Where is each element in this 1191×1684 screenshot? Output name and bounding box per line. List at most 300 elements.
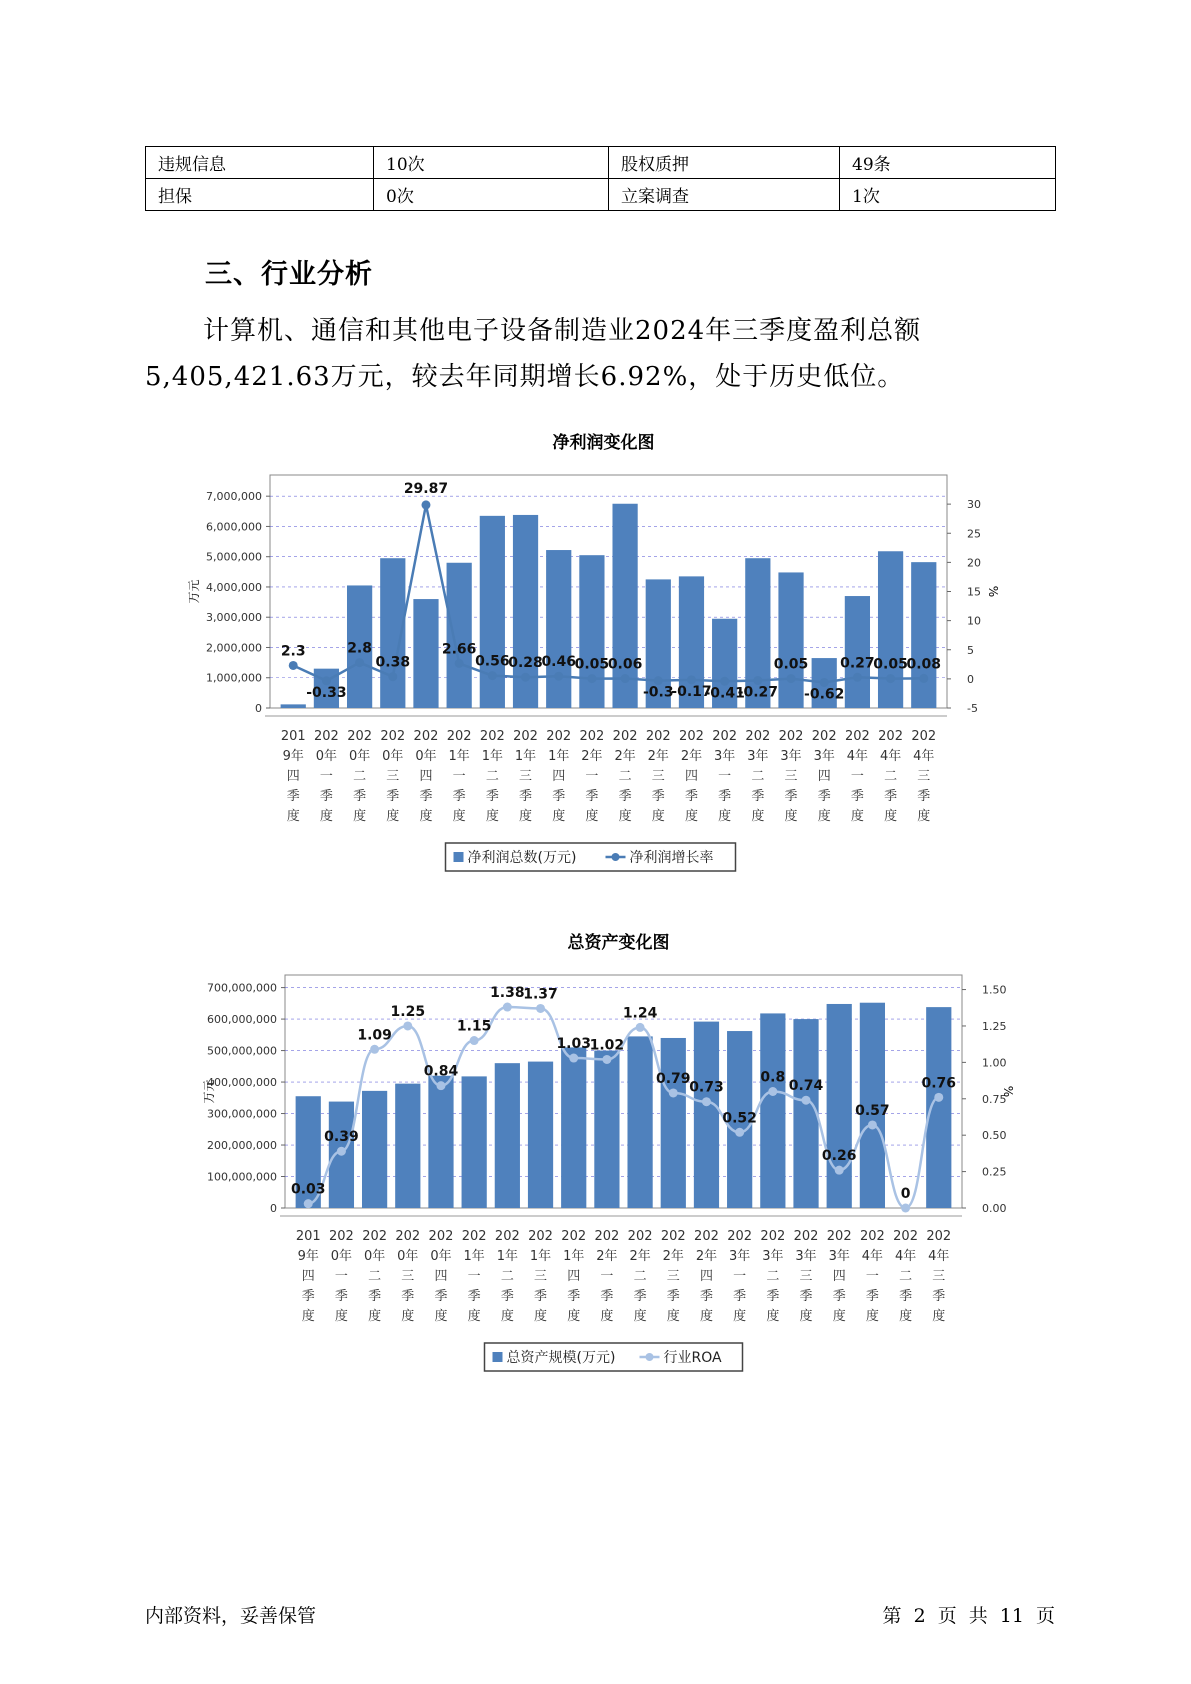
x-tick-label: 202: [612, 729, 638, 744]
x-tick-label: 度: [585, 809, 599, 824]
y-tick-label: 500,000,000: [207, 1044, 277, 1058]
bar: [760, 1013, 785, 1208]
x-tick-label: 202: [926, 1229, 952, 1244]
bar: [627, 1036, 652, 1208]
x-tick-label: 季: [401, 1289, 415, 1304]
data-label: 0.06: [607, 656, 643, 673]
line-point: [421, 500, 430, 509]
x-tick-label: 0年: [430, 1249, 452, 1264]
x-tick-label: 9年: [297, 1249, 319, 1264]
y2-tick-label: -5: [967, 702, 978, 715]
x-tick-label: 度: [353, 809, 367, 824]
x-tick-label: 4年: [861, 1249, 884, 1264]
x-tick-label: 度: [865, 1309, 879, 1324]
x-tick-label: 3年: [813, 749, 835, 764]
x-tick-label: 一: [733, 1269, 747, 1284]
legend-bar-swatch: [454, 852, 464, 862]
x-tick-label: 3年: [729, 1249, 751, 1264]
x-tick-label: 度: [766, 1309, 780, 1324]
x-tick-label: 1年: [529, 1249, 552, 1264]
x-tick-label: 202: [362, 1229, 388, 1244]
x-tick-label: 季: [600, 1289, 614, 1304]
x-tick-label: 季: [301, 1289, 315, 1304]
x-tick-label: 0年: [363, 1249, 386, 1264]
x-tick-label: 一: [467, 1269, 481, 1284]
y-tick-label: 2,000,000: [206, 641, 262, 655]
x-tick-label: 三: [666, 1269, 680, 1284]
table-row: [146, 179, 1056, 211]
data-label: 0.73: [689, 1079, 724, 1096]
x-tick-label: 四: [567, 1269, 581, 1284]
x-tick-label: 202: [513, 729, 538, 744]
line-point: [337, 1147, 346, 1156]
x-tick-label: 202: [314, 729, 339, 744]
x-tick-label: 一: [319, 769, 333, 784]
table-cell: 0次: [374, 179, 609, 211]
x-tick-label: 季: [519, 789, 533, 804]
total-assets-chart: [0, 920, 1191, 1380]
data-label: 1.24: [622, 1005, 658, 1022]
x-tick-label: 度: [651, 809, 665, 824]
x-tick-label: 201: [295, 1229, 321, 1244]
x-tick-label: 季: [718, 789, 732, 804]
bar: [694, 1022, 719, 1208]
x-tick-label: 202: [878, 729, 903, 744]
x-tick-label: 1年: [548, 749, 570, 764]
x-tick-label: 度: [733, 1309, 747, 1324]
x-tick-label: 二: [899, 1269, 913, 1284]
paragraph-line: 计算机、通信和其他电子设备制造业2024年三季度盈利总额: [203, 316, 922, 346]
table-cell: 10次: [374, 147, 609, 179]
x-tick-label: 3年: [762, 1249, 784, 1264]
line-point: [521, 673, 530, 682]
x-tick-label: 3年: [780, 749, 802, 764]
x-tick-label: 度: [286, 809, 300, 824]
x-tick-label: 度: [784, 809, 798, 824]
x-tick-label: 季: [666, 1289, 680, 1304]
x-tick-label: 季: [368, 1289, 382, 1304]
line-point: [587, 674, 596, 683]
x-tick-label: 202: [627, 1229, 653, 1244]
bar: [561, 1047, 586, 1208]
line-point: [569, 1054, 578, 1063]
x-tick-label: 二: [485, 769, 499, 784]
data-label: 1.02: [589, 1037, 625, 1054]
data-label: 0.74: [788, 1078, 824, 1095]
y-tick-label: 6,000,000: [206, 520, 262, 534]
line-point: [388, 672, 397, 681]
y-axis-title: 万元: [202, 1079, 216, 1104]
x-tick-label: 202: [329, 1229, 354, 1244]
x-tick-label: 季: [334, 1289, 348, 1304]
data-label: 1.15: [456, 1018, 492, 1035]
data-label: -0.41: [704, 685, 745, 702]
x-tick-label: 四: [817, 769, 831, 784]
data-label: 0.05: [574, 656, 610, 673]
y2-tick-label: 15: [967, 585, 981, 599]
x-tick-label: 季: [899, 1289, 913, 1304]
x-tick-label: 202: [811, 729, 837, 744]
y2-tick-label: 30: [967, 498, 981, 512]
x-tick-label: 202: [446, 729, 472, 744]
x-tick-label: 度: [817, 809, 831, 824]
footer-note: 内部资料，妥善保管: [145, 1605, 317, 1627]
x-tick-label: 一: [334, 1269, 348, 1284]
data-label: 0.05: [773, 656, 809, 673]
data-label: 1.09: [357, 1027, 392, 1044]
line-point: [934, 1093, 943, 1102]
y-tick-label: 400,000,000: [207, 1076, 277, 1090]
data-label: 0.38: [375, 654, 411, 671]
y2-tick-label: 0.50: [982, 1129, 1007, 1143]
x-tick-label: 度: [684, 809, 698, 824]
bar: [778, 572, 803, 708]
y2-tick-label: 5: [967, 643, 974, 657]
x-tick-label: 季: [651, 789, 665, 804]
x-tick-label: 1年: [448, 749, 470, 764]
x-tick-label: 三: [519, 769, 533, 784]
line-point: [802, 1096, 811, 1105]
data-label: 1.03: [556, 1036, 591, 1053]
x-tick-label: 三: [799, 1269, 813, 1284]
x-tick-label: 季: [434, 1289, 448, 1304]
x-tick-label: 三: [534, 1269, 548, 1284]
x-tick-label: 202: [679, 729, 704, 744]
data-label: 0.05: [873, 656, 908, 673]
y-tick-label: 600,000,000: [207, 1013, 277, 1027]
data-label: 0.56: [475, 653, 510, 670]
x-tick-label: 3年: [714, 749, 736, 764]
y2-tick-label: 1.00: [982, 1056, 1007, 1070]
x-tick-label: 度: [917, 809, 931, 824]
x-tick-label: 202: [844, 729, 870, 744]
data-label: 0.28: [508, 655, 543, 672]
data-label: 2.66: [441, 641, 477, 658]
x-tick-label: 202: [645, 729, 671, 744]
line-point: [536, 1004, 545, 1013]
y-axis-title: 万元: [187, 579, 201, 604]
paragraph-line: 5,405,421.63万元，较去年同期增长6.92%，处于历史低位。: [145, 362, 905, 392]
x-tick-label: 一: [850, 769, 864, 784]
bar: [281, 704, 306, 708]
line-point: [304, 1199, 313, 1208]
x-tick-label: 度: [519, 809, 533, 824]
x-tick-label: 季: [699, 1289, 713, 1304]
y-tick-label: 5,000,000: [206, 550, 262, 564]
x-tick-label: 3年: [828, 1249, 850, 1264]
x-tick-label: 四: [699, 1269, 713, 1284]
x-tick-label: 4年: [879, 749, 902, 764]
x-tick-label: 202: [760, 1229, 786, 1244]
legend-label: 净利润总数(万元): [467, 850, 577, 866]
x-tick-label: 202: [893, 1229, 918, 1244]
x-tick-label: 2年: [596, 1249, 618, 1264]
x-tick-label: 季: [633, 1289, 647, 1304]
x-tick-label: 二: [766, 1269, 780, 1284]
table-cell: 49条: [840, 147, 1056, 179]
bar: [428, 1076, 453, 1208]
x-tick-label: 2年: [614, 749, 636, 764]
bar: [362, 1091, 387, 1208]
x-tick-label: 季: [567, 1289, 581, 1304]
x-tick-label: 度: [419, 809, 433, 824]
x-tick-label: 3年: [795, 1249, 817, 1264]
x-tick-label: 202: [826, 1229, 852, 1244]
x-tick-label: 4年: [894, 1249, 917, 1264]
x-tick-label: 一: [718, 769, 732, 784]
x-tick-label: 0年: [330, 1249, 353, 1264]
x-tick-label: 202: [461, 1229, 487, 1244]
data-label: -0.3: [642, 684, 674, 701]
bar: [845, 596, 870, 708]
data-label: 0.76: [921, 1075, 957, 1092]
x-tick-label: 季: [865, 1289, 879, 1304]
x-tick-label: 三: [932, 1269, 946, 1284]
x-tick-label: 季: [817, 789, 831, 804]
line-point: [503, 1003, 512, 1012]
x-tick-label: 202: [778, 729, 804, 744]
x-tick-label: 二: [633, 1269, 647, 1284]
x-tick-label: 季: [618, 789, 632, 804]
data-label: 0: [900, 1186, 911, 1202]
x-tick-label: 二: [618, 769, 632, 784]
line-point: [768, 1087, 777, 1096]
x-tick-label: 4年: [846, 749, 869, 764]
x-tick-label: 3年: [747, 749, 769, 764]
bar: [594, 1051, 619, 1208]
x-tick-label: 季: [485, 789, 499, 804]
x-tick-label: 2年: [581, 749, 603, 764]
data-label: 0.84: [423, 1063, 459, 1080]
bar: [793, 1019, 818, 1208]
x-tick-label: 202: [546, 729, 572, 744]
data-label: 0.79: [656, 1070, 691, 1087]
x-tick-label: 2年: [629, 1249, 651, 1264]
x-tick-label: 度: [751, 809, 765, 824]
table-row: [146, 147, 1056, 179]
x-tick-label: 三: [386, 769, 400, 784]
bar: [413, 599, 438, 708]
line-point: [636, 1023, 645, 1032]
data-label: 0.57: [855, 1102, 890, 1119]
x-tick-label: 度: [434, 1309, 448, 1324]
x-tick-label: 202: [694, 1229, 719, 1244]
x-tick-label: 四: [419, 769, 433, 784]
x-tick-label: 度: [452, 809, 466, 824]
x-tick-label: 季: [552, 789, 566, 804]
section-title: 三、行业分析: [205, 259, 373, 290]
legend-line-marker: [612, 853, 620, 861]
x-tick-label: 度: [718, 809, 732, 824]
x-tick-label: 度: [884, 809, 898, 824]
chart-title: 净利润变化图: [552, 433, 655, 453]
info-table: [145, 146, 1056, 211]
x-tick-label: 度: [633, 1309, 647, 1324]
x-tick-label: 度: [552, 809, 566, 824]
y-tick-label: 700,000,000: [207, 981, 277, 995]
x-tick-label: 度: [368, 1309, 382, 1324]
y2-axis-title: %: [1001, 1085, 1015, 1098]
x-tick-label: 二: [368, 1269, 382, 1284]
data-label: 0.52: [722, 1110, 757, 1127]
table-cell: 违规信息: [146, 147, 374, 179]
x-tick-label: 度: [932, 1309, 946, 1324]
x-tick-label: 二: [353, 769, 367, 784]
x-tick-label: 季: [585, 789, 599, 804]
bar: [462, 1076, 487, 1208]
legend-label: 行业ROA: [663, 1350, 722, 1366]
x-tick-label: 一: [585, 769, 599, 784]
x-tick-label: 0年: [382, 749, 404, 764]
line-point: [355, 658, 364, 667]
x-tick-label: 度: [666, 1309, 680, 1324]
page-number: 第 2 页 共 11 页: [882, 1605, 1055, 1627]
x-tick-label: 一: [600, 1269, 614, 1284]
data-label: -0.27: [737, 684, 779, 701]
line-point: [835, 1166, 844, 1175]
line-point: [702, 1097, 711, 1106]
x-tick-label: 9年: [282, 749, 304, 764]
x-tick-label: 季: [534, 1289, 548, 1304]
x-tick-label: 四: [301, 1269, 315, 1284]
x-tick-label: 度: [334, 1309, 348, 1324]
line-point: [919, 674, 928, 683]
legend-label: 净利润增长率: [629, 850, 714, 866]
y2-tick-label: 10: [967, 614, 981, 628]
x-tick-label: 202: [712, 729, 738, 744]
x-tick-label: 三: [917, 769, 931, 784]
x-tick-label: 0年: [397, 1249, 419, 1264]
x-tick-label: 度: [301, 1309, 315, 1324]
x-tick-label: 四: [552, 769, 566, 784]
x-tick-label: 季: [766, 1289, 780, 1304]
bar: [395, 1084, 420, 1208]
y-tick-label: 1,000,000: [206, 671, 262, 685]
x-tick-label: 202: [347, 729, 373, 744]
data-label: 1.25: [390, 1003, 426, 1020]
x-tick-label: 1年: [463, 1249, 485, 1264]
bar: [661, 1038, 686, 1208]
x-tick-label: 202: [594, 1229, 620, 1244]
line-point: [735, 1128, 744, 1137]
x-tick-label: 三: [401, 1269, 415, 1284]
total-assets-chart-svg: [0, 920, 1191, 1380]
line-point: [488, 671, 497, 680]
line-point: [621, 674, 630, 683]
data-label: 2.3: [280, 643, 306, 660]
x-tick-label: 2年: [680, 749, 703, 764]
legend-line-marker: [646, 1353, 654, 1361]
data-label: 0.8: [760, 1069, 786, 1086]
y2-tick-label: 20: [967, 556, 981, 570]
x-tick-label: 201: [280, 729, 306, 744]
x-tick-label: 四: [286, 769, 300, 784]
line-point: [289, 661, 298, 670]
bar: [911, 562, 936, 708]
x-tick-label: 202: [380, 729, 406, 744]
x-tick-label: 度: [401, 1309, 415, 1324]
bar: [546, 550, 571, 708]
net-profit-chart: [0, 420, 1191, 880]
x-tick-label: 0年: [415, 749, 437, 764]
bar: [495, 1063, 520, 1208]
line-point: [886, 674, 895, 683]
x-tick-label: 2年: [695, 1249, 718, 1264]
x-tick-label: 季: [684, 789, 698, 804]
line-point: [787, 674, 796, 683]
x-tick-label: 度: [467, 1309, 481, 1324]
data-label: -0.17: [671, 683, 712, 700]
x-tick-label: 度: [500, 1309, 514, 1324]
y-tick-label: 0: [255, 702, 262, 715]
x-tick-label: 度: [600, 1309, 614, 1324]
x-tick-label: 季: [850, 789, 864, 804]
data-label: 0.08: [906, 656, 942, 673]
x-tick-label: 4年: [913, 749, 935, 764]
data-label: -0.62: [804, 686, 845, 703]
x-tick-label: 二: [751, 769, 765, 784]
data-label: 0.27: [840, 655, 875, 672]
x-tick-label: 2年: [662, 1249, 684, 1264]
line-point: [669, 1088, 678, 1097]
y2-axis-title: %: [986, 585, 1000, 598]
x-tick-label: 季: [917, 789, 931, 804]
x-tick-label: 季: [452, 789, 466, 804]
x-tick-label: 202: [793, 1229, 819, 1244]
x-tick-label: 季: [784, 789, 798, 804]
x-tick-label: 1年: [496, 1249, 518, 1264]
x-tick-label: 二: [884, 769, 898, 784]
bar: [878, 551, 903, 708]
x-tick-label: 四: [684, 769, 698, 784]
x-tick-label: 202: [660, 1229, 686, 1244]
x-tick-label: 度: [899, 1309, 913, 1324]
legend-label: 总资产规模(万元): [506, 1350, 616, 1366]
chart-title: 总资产变化图: [567, 933, 670, 953]
x-tick-label: 季: [884, 789, 898, 804]
bar: [447, 563, 472, 708]
x-tick-label: 三: [651, 769, 665, 784]
x-tick-label: 季: [751, 789, 765, 804]
line-point: [403, 1021, 412, 1030]
x-tick-label: 季: [500, 1289, 514, 1304]
line-point: [554, 672, 563, 681]
y2-tick-label: 25: [967, 527, 981, 541]
x-tick-label: 四: [832, 1269, 846, 1284]
y2-tick-label: 0.25: [982, 1165, 1007, 1179]
bar: [528, 1062, 553, 1208]
x-tick-label: 度: [485, 809, 499, 824]
x-tick-label: 一: [452, 769, 466, 784]
line-point: [868, 1120, 877, 1129]
x-tick-label: 202: [745, 729, 771, 744]
y-tick-label: 100,000,000: [207, 1170, 277, 1184]
table-cell: 1次: [840, 179, 1056, 211]
y-tick-label: 300,000,000: [207, 1107, 277, 1121]
x-tick-label: 二: [500, 1269, 514, 1284]
y-tick-label: 0: [270, 1202, 277, 1215]
y2-tick-label: 0.00: [982, 1202, 1007, 1215]
y-tick-label: 200,000,000: [207, 1139, 277, 1153]
data-label: 1.38: [490, 985, 525, 1002]
x-tick-label: 度: [319, 809, 333, 824]
y-tick-label: 4,000,000: [206, 580, 262, 594]
x-tick-label: 四: [434, 1269, 448, 1284]
x-tick-label: 202: [859, 1229, 885, 1244]
x-tick-label: 度: [799, 1309, 813, 1324]
line-point: [602, 1055, 611, 1064]
x-tick-label: 1年: [563, 1249, 585, 1264]
